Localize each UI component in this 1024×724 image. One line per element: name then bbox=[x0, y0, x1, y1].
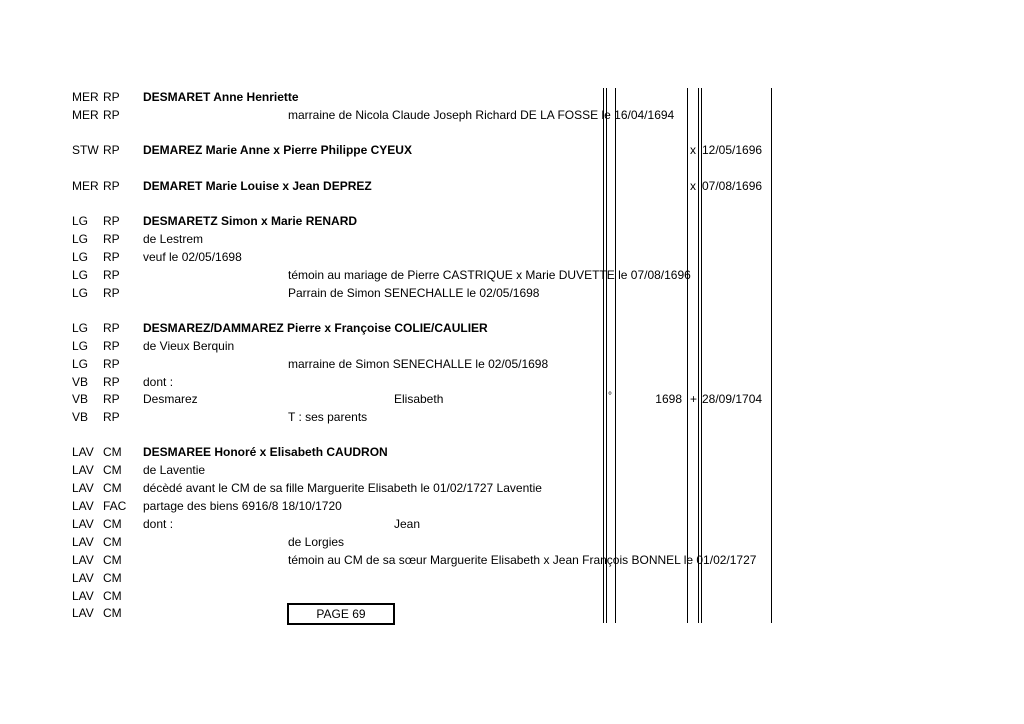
parish-code: LG bbox=[72, 268, 89, 282]
entry-heading: DEMAREZ Marie Anne x Pierre Philippe CYEUX bbox=[143, 143, 412, 157]
parish-code: LAV bbox=[72, 571, 94, 585]
entry-note: marraine de Nicola Claude Joseph Richard DE LA FOSSE le 16/04/1694 bbox=[288, 108, 675, 122]
source-code: RP bbox=[103, 339, 120, 353]
parish-code: VB bbox=[72, 410, 89, 424]
table-row bbox=[0, 533, 1024, 551]
entry-note: témoin au mariage de Pierre CASTRIQUE x Marie DUVETTE le 07/08/1696 bbox=[288, 268, 691, 282]
entry-text: veuf le 02/05/1698 bbox=[143, 250, 242, 264]
source-code: RP bbox=[103, 321, 120, 335]
event-date: 12/05/1696 bbox=[702, 143, 763, 157]
parish-code: MER bbox=[72, 108, 99, 122]
source-code: FAC bbox=[103, 499, 127, 513]
source-code: RP bbox=[103, 250, 120, 264]
event-mark: x bbox=[690, 179, 696, 193]
table-row bbox=[0, 355, 1024, 373]
table-row bbox=[0, 141, 1024, 159]
table-row bbox=[0, 88, 1024, 106]
parish-code: LG bbox=[72, 250, 89, 264]
source-code: RP bbox=[103, 392, 120, 406]
table-row bbox=[0, 373, 1024, 391]
table-row bbox=[0, 230, 1024, 248]
source-code: RP bbox=[103, 232, 120, 246]
table-row bbox=[0, 569, 1024, 587]
entry-text: décèdé avant le CM de sa fille Marguerite Elisabeth le 01/02/1727 Laventie bbox=[143, 481, 542, 495]
parish-code: LG bbox=[72, 214, 89, 228]
entry-text: dont : bbox=[143, 517, 174, 531]
parish-code: LAV bbox=[72, 535, 94, 549]
table-row bbox=[0, 390, 1024, 408]
table-row bbox=[0, 587, 1024, 605]
table-row bbox=[0, 515, 1024, 533]
table-row bbox=[0, 443, 1024, 461]
entry-text: Desmarez bbox=[143, 392, 198, 406]
entry-text: partage des biens 6916/8 18/10/1720 bbox=[143, 499, 342, 513]
parish-code: MER bbox=[72, 90, 99, 104]
source-code: CM bbox=[103, 606, 122, 620]
source-code: RP bbox=[103, 268, 120, 282]
event-date: 28/09/1704 bbox=[702, 392, 763, 406]
parish-code: LAV bbox=[72, 499, 94, 513]
parish-code: MER bbox=[72, 179, 99, 193]
table-row bbox=[0, 319, 1024, 337]
table-row bbox=[0, 479, 1024, 497]
entry-heading: DEMARET Marie Louise x Jean DEPREZ bbox=[143, 179, 372, 193]
table-row bbox=[0, 212, 1024, 230]
parish-code: LG bbox=[72, 339, 89, 353]
table-row bbox=[0, 177, 1024, 195]
entry-text: de Vieux Berquin bbox=[143, 339, 235, 353]
table-row bbox=[0, 106, 1024, 124]
source-code: CM bbox=[103, 589, 122, 603]
parish-code: LAV bbox=[72, 445, 94, 459]
parish-code: LG bbox=[72, 357, 89, 371]
source-code: CM bbox=[103, 463, 122, 477]
entry-heading: DESMAREE Honoré x Elisabeth CAUDRON bbox=[143, 445, 388, 459]
parish-code: LG bbox=[72, 286, 89, 300]
page-number-box: PAGE 69 bbox=[287, 603, 395, 625]
event-mark: + bbox=[690, 392, 698, 406]
entry-note: Parrain de Simon SENECHALLE le 02/05/1698 bbox=[288, 286, 540, 300]
source-code: CM bbox=[103, 553, 122, 567]
entry-heading: DESMARETZ Simon x Marie RENARD bbox=[143, 214, 358, 228]
parish-code: LAV bbox=[72, 481, 94, 495]
source-code: RP bbox=[103, 214, 120, 228]
table-row bbox=[0, 284, 1024, 302]
parish-code: STW bbox=[72, 143, 99, 157]
parish-code: LAV bbox=[72, 463, 94, 477]
table-row bbox=[0, 551, 1024, 569]
table-row bbox=[0, 497, 1024, 515]
table-row bbox=[0, 461, 1024, 479]
parish-code: VB bbox=[72, 375, 89, 389]
source-code: RP bbox=[103, 410, 120, 424]
event-date: 07/08/1696 bbox=[702, 179, 763, 193]
parish-code: LAV bbox=[72, 606, 94, 620]
parish-code: LAV bbox=[72, 517, 94, 531]
source-code: RP bbox=[103, 286, 120, 300]
table-row bbox=[0, 266, 1024, 284]
source-code: RP bbox=[103, 90, 120, 104]
event-mark: x bbox=[690, 143, 696, 157]
entry-note: marraine de Simon SENECHALLE le 02/05/1698 bbox=[288, 357, 549, 371]
entry-text: dont : bbox=[143, 375, 174, 389]
parish-code: LAV bbox=[72, 553, 94, 567]
source-code: CM bbox=[103, 535, 122, 549]
entry-heading: DESMARET Anne Henriette bbox=[143, 90, 299, 104]
entry-heading: DESMAREZ/DAMMAREZ Pierre x Françoise COLIE/CAULIER bbox=[143, 321, 488, 335]
parish-code: LAV bbox=[72, 589, 94, 603]
source-code: CM bbox=[103, 481, 122, 495]
entry-note: témoin au CM de sa sœur Marguerite Elisabeth x Jean François BONNEL le 01/02/1727 bbox=[288, 553, 757, 567]
table-row bbox=[0, 248, 1024, 266]
entry-text: de Lestrem bbox=[143, 232, 204, 246]
source-code: CM bbox=[103, 445, 122, 459]
parish-code: VB bbox=[72, 392, 89, 406]
source-code: RP bbox=[103, 179, 120, 193]
table-row bbox=[0, 604, 1024, 622]
birth-mark: ° bbox=[608, 391, 612, 402]
table-row bbox=[0, 337, 1024, 355]
parish-code: LG bbox=[72, 321, 89, 335]
birth-year: 1698 bbox=[655, 392, 682, 406]
entry-text: de Laventie bbox=[143, 463, 206, 477]
table-row bbox=[0, 408, 1024, 426]
entry-note: T : ses parents bbox=[288, 410, 368, 424]
given-name: Elisabeth bbox=[394, 392, 444, 406]
source-code: RP bbox=[103, 108, 120, 122]
parish-code: LG bbox=[72, 232, 89, 246]
source-code: RP bbox=[103, 143, 120, 157]
given-name: Jean bbox=[394, 517, 421, 531]
source-code: CM bbox=[103, 571, 122, 585]
source-code: RP bbox=[103, 375, 120, 389]
entry-note: de Lorgies bbox=[288, 535, 345, 549]
source-code: RP bbox=[103, 357, 120, 371]
source-code: CM bbox=[103, 517, 122, 531]
